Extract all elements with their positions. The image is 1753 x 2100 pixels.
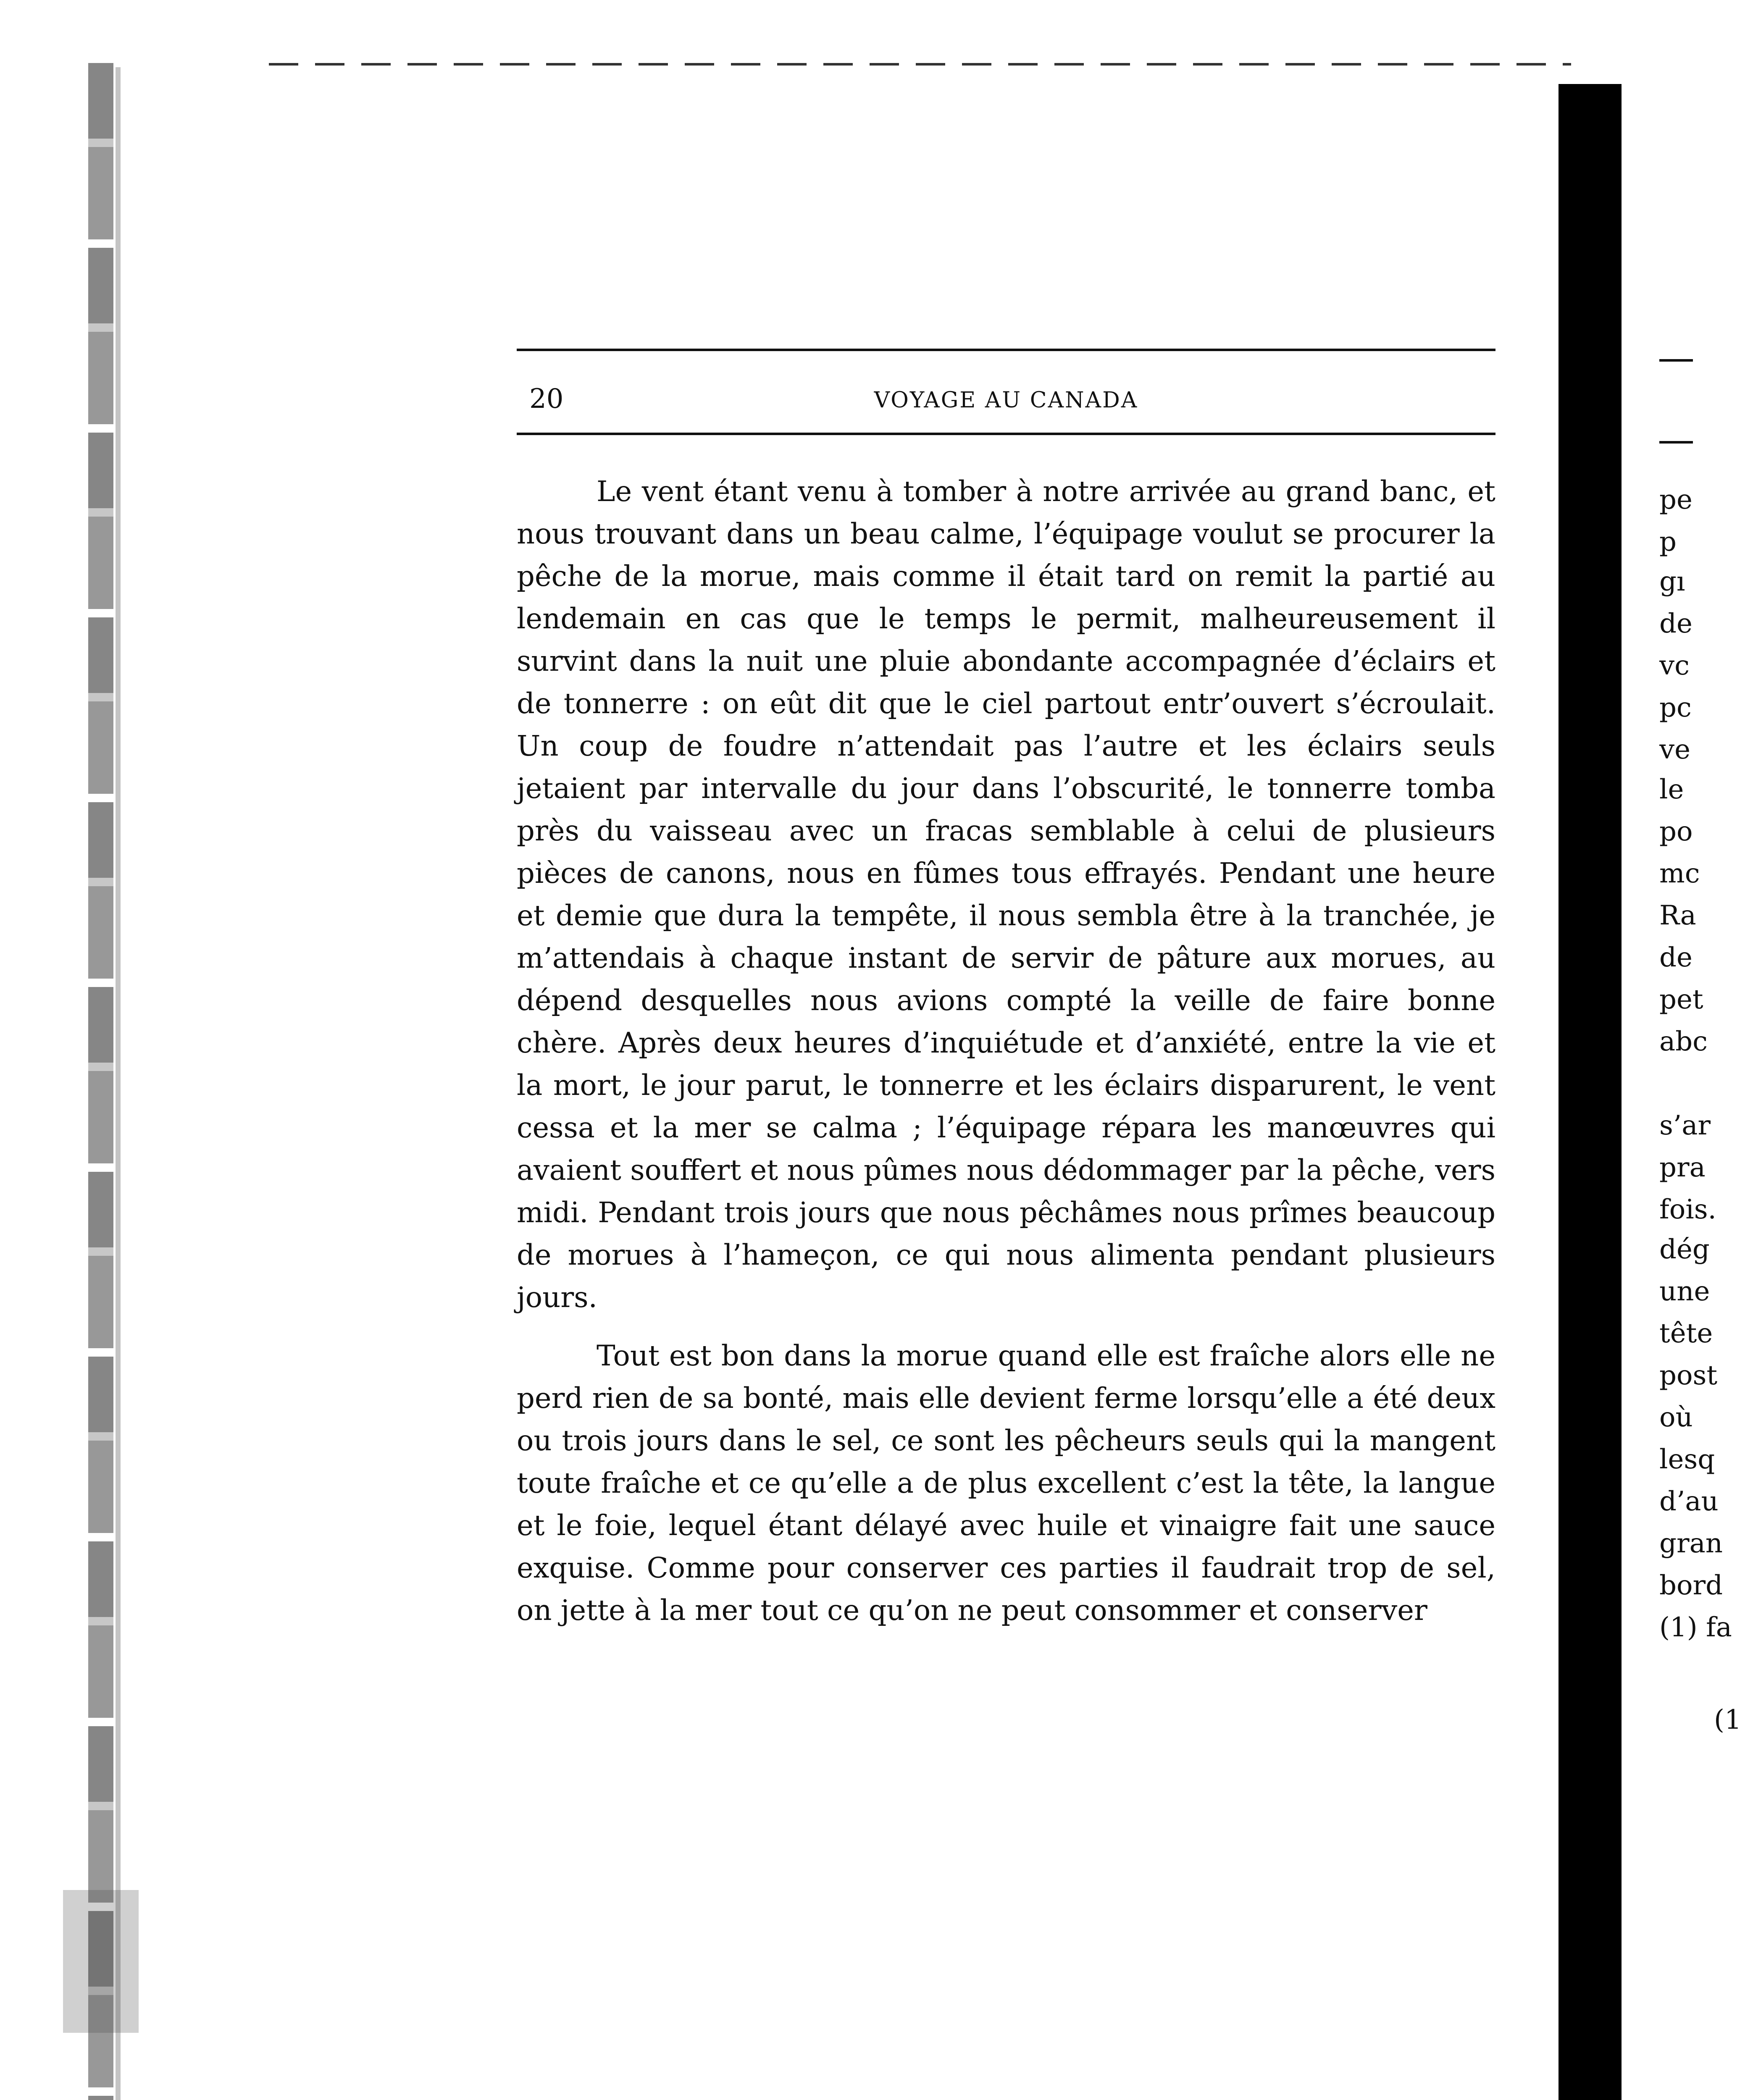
header-rule-top xyxy=(517,349,1495,351)
scan-left-block xyxy=(63,1890,139,2033)
facing-line: pe xyxy=(1659,484,1693,515)
scan-left-edge xyxy=(88,63,113,2100)
header-rule-bottom xyxy=(517,433,1495,435)
facing-line: po xyxy=(1659,816,1693,847)
facing-line: d’au xyxy=(1659,1486,1719,1517)
book-page xyxy=(517,349,1495,2029)
facing-line: lesq xyxy=(1659,1444,1715,1475)
facing-line: de xyxy=(1659,608,1693,639)
facing-line: ve xyxy=(1659,734,1691,765)
facing-line: gran xyxy=(1659,1528,1723,1559)
facing-line: tête xyxy=(1659,1318,1713,1349)
facing-line: pra xyxy=(1659,1152,1706,1183)
facing-line: de xyxy=(1659,942,1693,973)
book-spine-shadow xyxy=(1559,84,1622,2100)
facing-line: pet xyxy=(1659,984,1703,1015)
facing-line: le xyxy=(1659,774,1684,805)
facing-line: mc xyxy=(1659,858,1700,889)
facing-line: p xyxy=(1659,526,1677,557)
facing-page-fragment xyxy=(1659,0,1753,2100)
facing-rule-top xyxy=(1659,359,1693,362)
scan-left-inner xyxy=(116,67,121,2100)
body-text xyxy=(517,470,1495,1648)
facing-line: (1 xyxy=(1714,1704,1742,1735)
facing-line: pc xyxy=(1659,692,1692,723)
facing-line: vc xyxy=(1659,650,1690,681)
facing-line: Ra xyxy=(1659,900,1696,931)
facing-line: s’ar xyxy=(1659,1110,1711,1141)
facing-line: gı xyxy=(1659,566,1685,597)
facing-rule-bottom xyxy=(1659,441,1693,444)
facing-line: (1) fa xyxy=(1659,1612,1732,1643)
page-number: 20 xyxy=(529,383,564,415)
facing-line: où xyxy=(1659,1402,1693,1433)
facing-line: fois. xyxy=(1659,1194,1716,1225)
running-head xyxy=(517,382,1495,424)
scan-top-edge xyxy=(269,63,1571,66)
paragraph: Tout est bon dans la morue quand elle est fraîche alors elle ne perd rien de sa bonté, mais elle devient ferme lorsqu’elle a été deux ou trois jours dans le sel, ce sont les pêcheurs seuls qui la mangent toute fraîche et ce qu’elle a de plus excellent c’est la tête, la langue et le foie, lequel étant délayé avec huile et vinaigre fait une sauce exquise. Comme pour conserver ces parties il faudrait trop de sel, on jette à la mer tout ce qu’on ne peut consommer et conserver xyxy=(517,1339,1495,1627)
facing-line: une xyxy=(1659,1276,1710,1307)
facing-line: bord xyxy=(1659,1570,1723,1601)
facing-line: post xyxy=(1659,1360,1718,1391)
facing-line: dég xyxy=(1659,1234,1710,1265)
facing-line: abc xyxy=(1659,1026,1708,1057)
running-title: VOYAGE AU CANADA xyxy=(874,388,1138,413)
paragraph: Le vent étant venu à tomber à notre arrivée au grand banc, et nous trouvant dans un beau calme, l’équipage voulut se procurer la pêche de la morue, mais comme il était tard on remit la partié au lendemain en cas que le temps le permit, malheureusement il survint dans la nuit une pluie abondante accompagnée d’éclairs et de tonnerre : on eût dit que le ciel partout entr’ouvert s’écroulait. Un coup de foudre n’attendait pas l’autre et les éclairs seuls jetaient par intervalle du jour dans l’obscurité, le tonnerre tomba près du vaisseau avec un fracas semblable à celui de plusieurs pièces de canons, nous en fûmes tous effrayés. Pendant une heure et demie que dura la tempête, il nous sembla être à la tranchée, je m’attendais à chaque instant de servir de pâture aux morues, au dépend desquelles nous avions compté la veille de faire bonne chère. Après deux heures d’inquiétude et d’anxiété, entre la vie et la mort, le jour parut, le tonnerre et les éclairs disparurent, le vent cessa et la mer se calma ; l’équipage répara les manœuvres qui avaient souffert et nous pûmes nous dédommager par la pêche, vers midi. Pendant trois jours que nous pêchâmes nous prîmes beaucoup de morues à l’hameçon, ce qui nous alimenta pendant plusieurs jours. xyxy=(517,475,1495,1314)
